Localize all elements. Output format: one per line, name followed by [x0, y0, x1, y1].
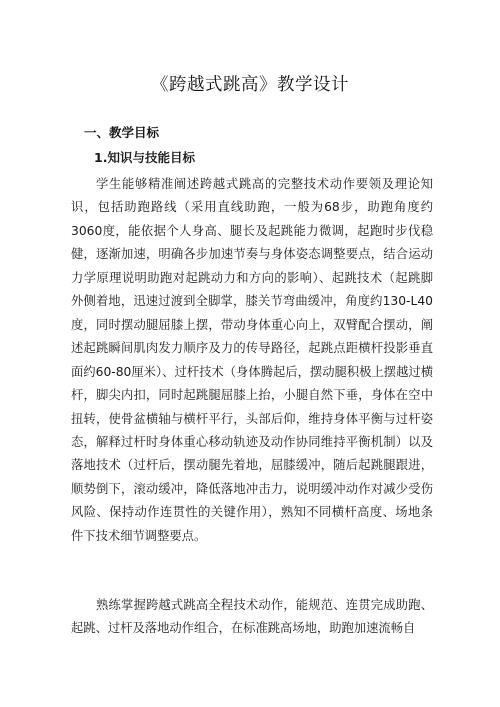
sub-heading-knowledge-skill-goals: 1.知识与技能目标 — [94, 150, 195, 165]
section-heading-teaching-goals: 一、教学目标 — [84, 125, 160, 140]
document-title: 《跨越式跳高》教学设计 — [151, 75, 349, 95]
body-paragraph-2: 熟练掌握跨越式跳高全程技术动作，能规范、连贯完成助跑、起跳、过杆及落地动作组合，在标准跳高场地，助跑加速流畅自 — [71, 598, 433, 636]
body-paragraph-1: 学生能够精准阐述跨越式跳高的完整技术动作要领及理论知识，包括助跑路线（采用直线助跑，一般为68步，助跑角度约3060度，能依据个人身高、腿长及起跳能力微调，起跑时步伐稳健，逐渐加速，明确各步加速节奏与身体姿态调整要点，结合运动力学原理说明助跑对起跳动力和方向的影响）、起跳技术（起跳脚外侧着地，迅速过渡到全脚掌，膝关节弯曲缓冲，角度约130-L40度，同时摆动腿屈膝上摆，带动身体重心向上，双臂配合摆动，阐述起跳瞬间肌肉发力顺序及力的传导路径，起跳点距横杆投影垂直面约60-80厘米）、过杆技术（身体腾起后，摆动腿积极上摆越过横杆，脚尖内扣，同时起跳腿屈膝上抬，小腿自然下垂，身体在空中扭转，使骨盆横轴与横杆平行，头部后仰，维持身体平衡与过杆姿态，解释过杆时身体重心移动轨迹及动作协同维持平衡机制）以及落地技术（过杆后，摆动腿先着地，屈膝缓冲，随后起跳腿跟进，顺势倒下，滚动缓冲，降低落地冲击力，说明缓冲动作对减少受伤风险、保持动作连贯性的关键作用），熟知不同横杆高度、场地条件下技术细节调整要点。 — [71, 177, 433, 543]
